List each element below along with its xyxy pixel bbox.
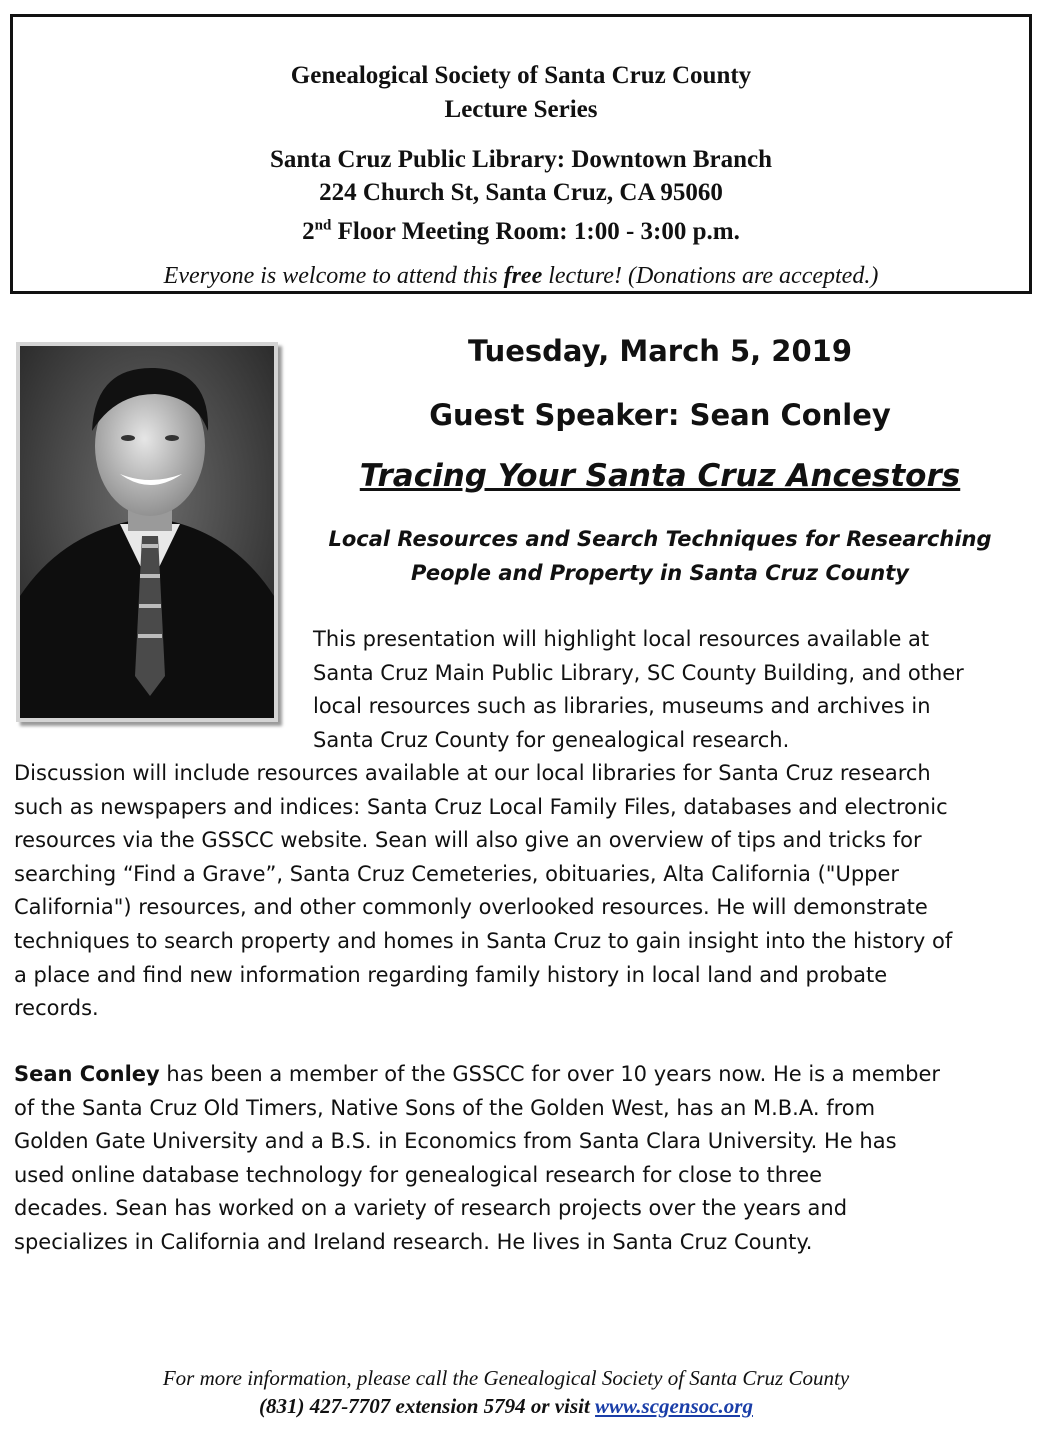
- bio-line: decades. Sean has worked on a variety of research projects over the years and: [14, 1196, 848, 1221]
- discussion-line: a place and find new information regarding family history in local land and probate: [14, 962, 888, 987]
- bio-line: of the Santa Cruz Old Timers, Native Sons of the Golden West, has an M.B.A. from: [14, 1095, 876, 1120]
- intro-line: Santa Cruz County for genealogical research.: [313, 727, 790, 752]
- floor-number: 2: [302, 218, 315, 245]
- footer-info: For more information, please call the Genealogical Society of Santa Cruz County: [162, 1366, 850, 1390]
- bio-line: [14, 1058, 940, 1092]
- intro-line: local resources such as libraries, museums and archives in: [313, 694, 931, 719]
- speaker-photo: [16, 342, 278, 722]
- lecture-title: Tracing Your Santa Cruz Ancestors: [359, 458, 961, 494]
- discussion-line: resources via the GSSCC website. Sean will also give an overview of tips and tricks for: [14, 828, 922, 853]
- footer-contact: [0, 1394, 1012, 1419]
- lecture-series: Lecture Series: [444, 96, 598, 123]
- intro-line: Santa Cruz Main Public Library, SC County Building, and other: [313, 660, 964, 685]
- welcome-text: Everyone is welcome to attend this: [163, 263, 504, 289]
- discussion-line: records.: [14, 996, 99, 1021]
- header-box: [10, 14, 1032, 294]
- floor-ordinal: nd: [314, 217, 332, 234]
- guest-speaker: Guest Speaker: Sean Conley: [429, 398, 891, 432]
- free-emphasis: free: [503, 263, 543, 289]
- event-date: Tuesday, March 5, 2019: [467, 334, 853, 368]
- bio-speaker-name: Sean Conley: [14, 1062, 160, 1086]
- room-time: Floor Meeting Room: 1:00 - 3:00 p.m.: [331, 218, 740, 245]
- speaker-bio: [14, 1058, 940, 1260]
- discussion-paragraph: [14, 757, 952, 1026]
- speaker-portrait-image: [20, 346, 274, 718]
- discussion-line: techniques to search property and homes in Santa Cruz to gain insight into the history of: [14, 928, 953, 953]
- subtitle-line-2: People and Property in Santa Cruz County: [411, 561, 909, 585]
- intro-line: This presentation will highlight local resources available at: [313, 627, 930, 651]
- welcome-note: [13, 261, 1029, 291]
- society-name: Genealogical Society of Santa Cruz County: [290, 62, 752, 89]
- website-link[interactable]: www.scgensoc.org: [595, 1394, 753, 1418]
- intro-paragraph: [313, 623, 964, 757]
- discussion-line: Discussion will include resources available at our local libraries for Santa Cruz research: [14, 761, 931, 785]
- discussion-line: such as newspapers and indices: Santa Cruz Local Family Files, databases and electronic: [14, 794, 948, 819]
- discussion-line: searching “Find a Grave”, Santa Cruz Cemeteries, obituaries, Alta California ("Upper: [14, 861, 900, 886]
- phone-text: (831) 427-7707 extension 5794 or visit: [259, 1394, 596, 1418]
- meeting-room: [13, 217, 1029, 247]
- subtitle-line-1: Local Resources and Search Techniques for Researching: [328, 527, 992, 551]
- donations-text: lecture! (Donations are accepted.): [542, 263, 879, 289]
- discussion-line: California") resources, and other commonly overlooked resources. He will demonstrate: [14, 895, 928, 920]
- bio-line-1-text: has been a member of the GSSCC for over 10 years now. He is a member: [159, 1062, 941, 1086]
- library-address: 224 Church St, Santa Cruz, CA 95060: [319, 179, 723, 206]
- bio-line: Golden Gate University and a B.S. in Economics from Santa Clara University. He has: [14, 1129, 897, 1154]
- lecture-subtitle: [300, 522, 1020, 590]
- library-name: Santa Cruz Public Library: Downtown Branch: [269, 146, 773, 173]
- bio-line: used online database technology for genealogical research for close to three: [14, 1162, 823, 1187]
- bio-line: specializes in California and Ireland research. He lives in Santa Cruz County.: [14, 1229, 813, 1254]
